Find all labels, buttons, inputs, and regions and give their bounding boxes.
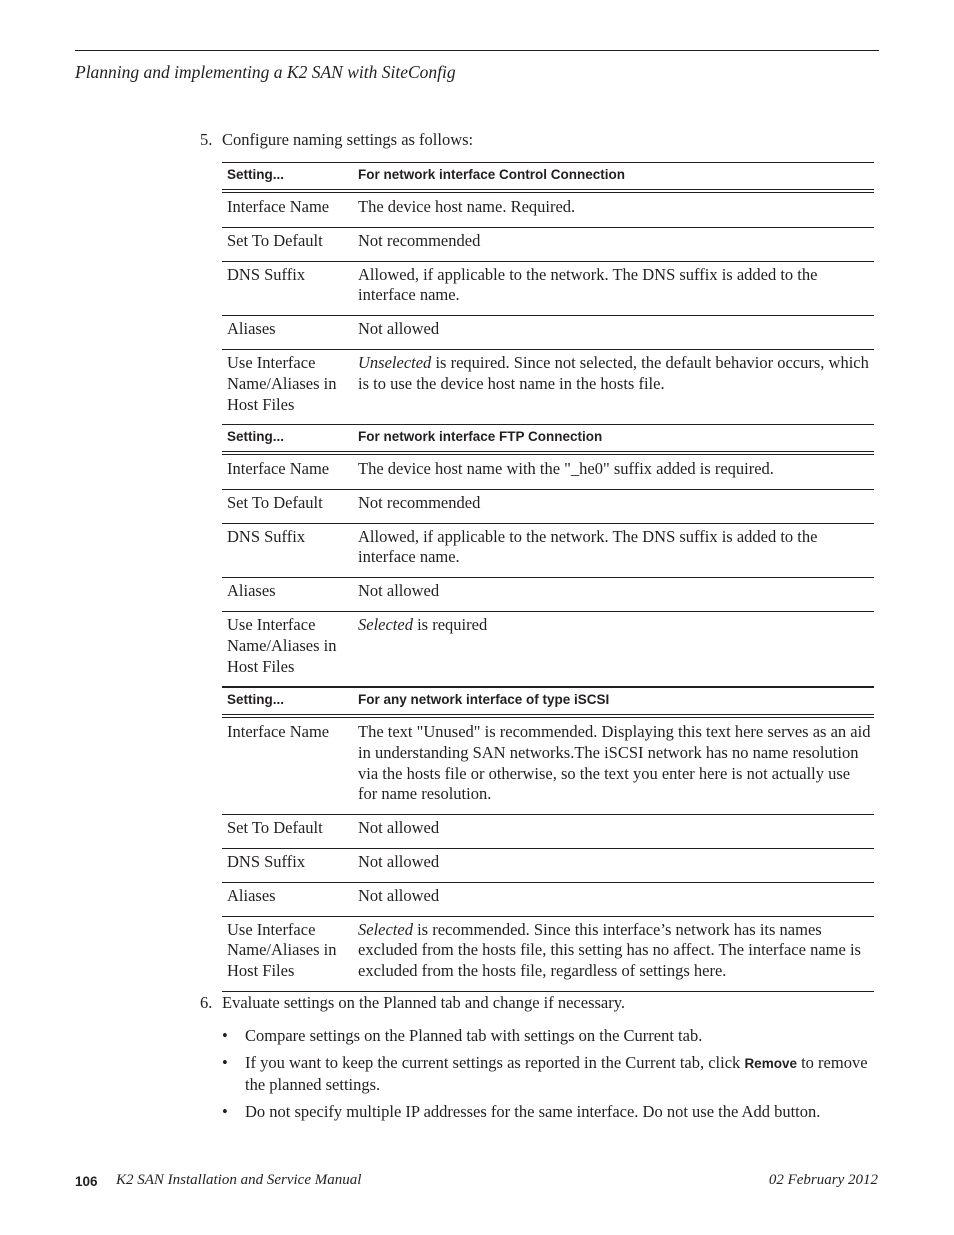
publication-date: 02 February 2012 xyxy=(768,1172,878,1188)
value-cell: The text "Unused" is recommended. Displaying this text here serves as an aid in understanding SAN networks.The iSCSI network has no name resolution via the hosts file or otherwise, so the text you enter here is not actually use for name resolution. xyxy=(358,722,871,804)
bullet-text: Compare settings on the Planned tab with settings on the Current tab. xyxy=(245,1026,703,1045)
value-text: is required xyxy=(412,614,488,634)
table-row xyxy=(222,524,874,579)
table-row xyxy=(222,578,874,612)
step-5 xyxy=(200,130,473,150)
setting-cell: DNS Suffix xyxy=(227,526,306,546)
value-cell: Not allowed xyxy=(358,885,440,905)
running-head: Planning and implementing a K2 SAN with SiteConfig xyxy=(75,62,456,82)
column-header-setting: Setting... xyxy=(227,167,284,182)
table-row xyxy=(222,490,874,524)
table-row xyxy=(222,228,874,262)
setting-cell: Set To Default xyxy=(227,492,323,512)
table-row xyxy=(222,917,874,992)
column-header-setting: Setting... xyxy=(227,429,284,444)
table-row xyxy=(222,316,874,350)
remove-button-reference: Remove xyxy=(744,1056,797,1071)
column-header-interface: For network interface Control Connection xyxy=(358,167,626,182)
setting-cell: Interface Name xyxy=(227,459,330,478)
setting-cell: DNS Suffix xyxy=(227,264,306,284)
value-cell: Not allowed xyxy=(358,581,440,601)
value-cell: Not allowed xyxy=(358,319,440,339)
setting-cell: Interface Name xyxy=(227,197,330,216)
table-header xyxy=(222,687,874,715)
bullet-text xyxy=(245,1052,877,1095)
table-row xyxy=(222,719,874,815)
page-number: 106 xyxy=(75,1174,98,1189)
bullet-item xyxy=(222,1025,877,1046)
setting-cell: Aliases xyxy=(227,885,276,905)
table-row xyxy=(222,350,874,425)
settings-table-ftp xyxy=(222,424,874,687)
value-text: is required. Since not selected, the default behavior occurs, which is to use the device host name in the hosts file. xyxy=(358,352,869,393)
table-row xyxy=(222,883,874,917)
table-row xyxy=(222,194,874,228)
setting-cell: Use Interface Name/Aliases in Host Files xyxy=(227,352,337,414)
setting-cell: Use Interface Name/Aliases in Host Files xyxy=(227,919,337,981)
table-header xyxy=(222,424,874,452)
table-header xyxy=(222,162,874,190)
setting-cell: Set To Default xyxy=(227,818,323,838)
manual-title: K2 SAN Installation and Service Manual xyxy=(116,1172,362,1188)
emphasis-text: Selected xyxy=(358,614,413,634)
value-cell xyxy=(358,353,874,415)
table-row xyxy=(222,815,874,849)
table-row xyxy=(222,262,874,317)
bullet-icon: • xyxy=(222,1053,228,1072)
value-cell: Not recommended xyxy=(358,230,481,250)
setting-cell: Interface Name xyxy=(227,722,330,741)
step-6 xyxy=(200,993,625,1013)
step-text: Configure naming settings as follows: xyxy=(222,130,474,149)
settings-table-control xyxy=(222,162,874,425)
settings-table-iscsi xyxy=(222,687,874,992)
setting-cell: Aliases xyxy=(227,319,276,339)
bullet-item xyxy=(222,1052,877,1095)
setting-cell: Use Interface Name/Aliases in Host Files xyxy=(227,614,337,676)
column-header-setting: Setting... xyxy=(227,692,284,707)
value-cell: The device host name. Required. xyxy=(358,197,576,216)
bullet-icon: • xyxy=(222,1102,228,1121)
value-cell: The device host name with the "_he0" suffix added is required. xyxy=(358,459,774,478)
bullet-icon: • xyxy=(222,1026,228,1045)
setting-cell: Set To Default xyxy=(227,230,323,250)
bullet-text-pre: If you want to keep the current settings as reported in the Current tab, click xyxy=(245,1053,745,1072)
table-row xyxy=(222,456,874,490)
emphasis-text: Selected xyxy=(358,919,413,939)
value-text: is recommended. Since this interface’s network has its names excluded from the hosts file, this setting has no affect. The interface name is excluded from the hosts file, regardless of settings here. xyxy=(358,919,861,981)
column-header-interface: For any network interface of type iSCSI xyxy=(358,692,610,707)
table-row xyxy=(222,849,874,883)
column-header-interface: For network interface FTP Connection xyxy=(358,429,603,444)
setting-cell: Aliases xyxy=(227,581,276,601)
value-cell: Allowed, if applicable to the network. The DNS suffix is added to the interface name. xyxy=(358,526,818,567)
table-row xyxy=(222,612,874,687)
step-text: Evaluate settings on the Planned tab and change if necessary. xyxy=(222,993,626,1012)
value-cell: Not allowed xyxy=(358,851,440,871)
value-cell: Allowed, if applicable to the network. The DNS suffix is added to the interface name. xyxy=(358,264,818,305)
step-number: 5. xyxy=(200,130,213,149)
value-cell xyxy=(358,920,874,982)
bullet-item xyxy=(222,1101,877,1122)
bullet-text-post: to remove the planned settings. xyxy=(245,1053,868,1094)
value-cell: Not allowed xyxy=(358,818,440,838)
value-cell: Not recommended xyxy=(358,492,481,512)
setting-cell: DNS Suffix xyxy=(227,851,306,871)
step-number: 6. xyxy=(200,993,213,1012)
emphasis-text: Unselected xyxy=(358,352,432,372)
top-rule xyxy=(75,50,879,51)
bullet-text: Do not specify multiple IP addresses for the same interface. Do not use the Add button. xyxy=(245,1102,821,1121)
value-cell xyxy=(358,615,874,677)
